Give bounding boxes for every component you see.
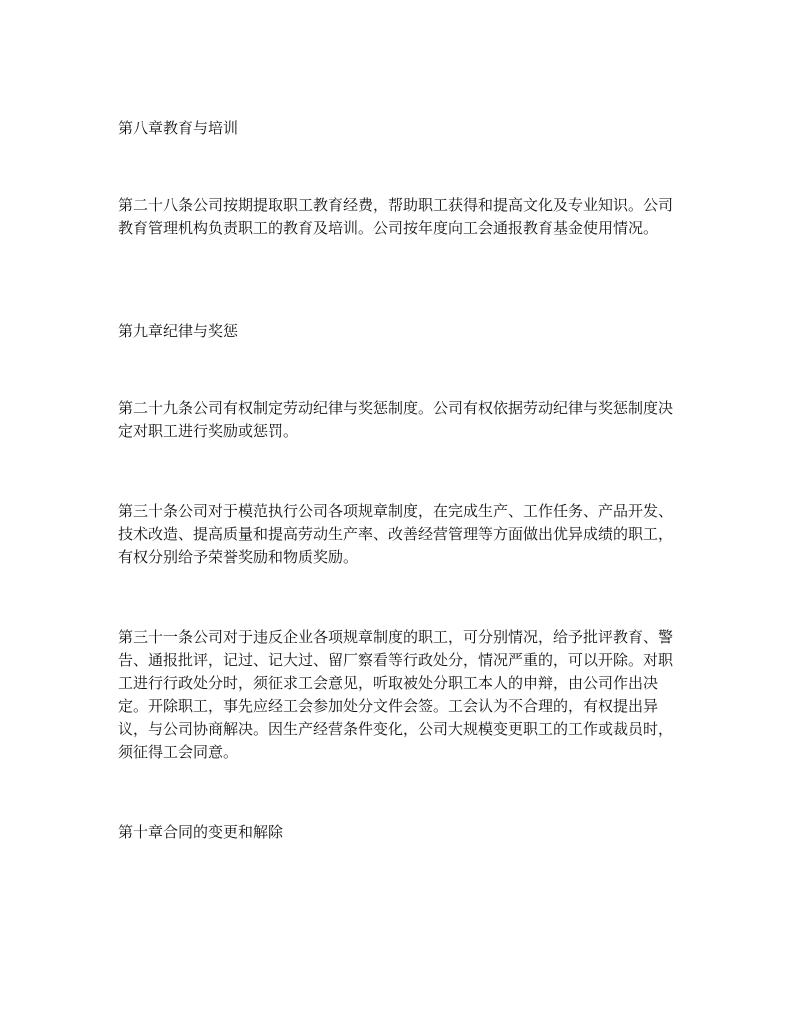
chapter-8-heading: 第八章教育与培训 (118, 119, 239, 137)
article-28-paragraph: 第二十八条公司按期提取职工教育经费，帮助职工获得和提高文化及专业知识。公司教育管理机构负责职工的教育及培训。公司按年度向工会通报教育基金使用情况。 (118, 196, 674, 237)
article-29-paragraph: 第二十九条公司有权制定劳动纪律与奖惩制度。公司有权依据劳动纪律与奖惩制度决定对职工进行奖励或惩罚。 (118, 399, 674, 440)
article-31-paragraph: 第三十一条公司对于违反企业各项规章制度的职工，可分别情况，给予批评教育、警告、通报批评，记过、记大过、留厂察看等行政处分，情况严重的，可以开除。对职工进行行政处分时，须征求工会意见，听取被处分职工本人的申辩，由公司作出决定。开除职工，事先应经工会参加处分文件会签。工会认为不合理的，有权提出异议，与公司协商解决。因生产经营条件变化，公司大规模变更职工的工作或裁员时，须征得工会同意。 (118, 628, 674, 761)
chapter-10-heading: 第十章合同的变更和解除 (118, 823, 284, 841)
article-30-paragraph: 第三十条公司对于模范执行公司各项规章制度，在完成生产、工作任务、产品开发、技术改造、提高质量和提高劳动生产率、改善经营管理等方面做出优异成绩的职工，有权分别给予荣誉奖励和物质奖励。 (118, 502, 674, 566)
chapter-9-heading: 第九章纪律与奖惩 (118, 322, 239, 340)
